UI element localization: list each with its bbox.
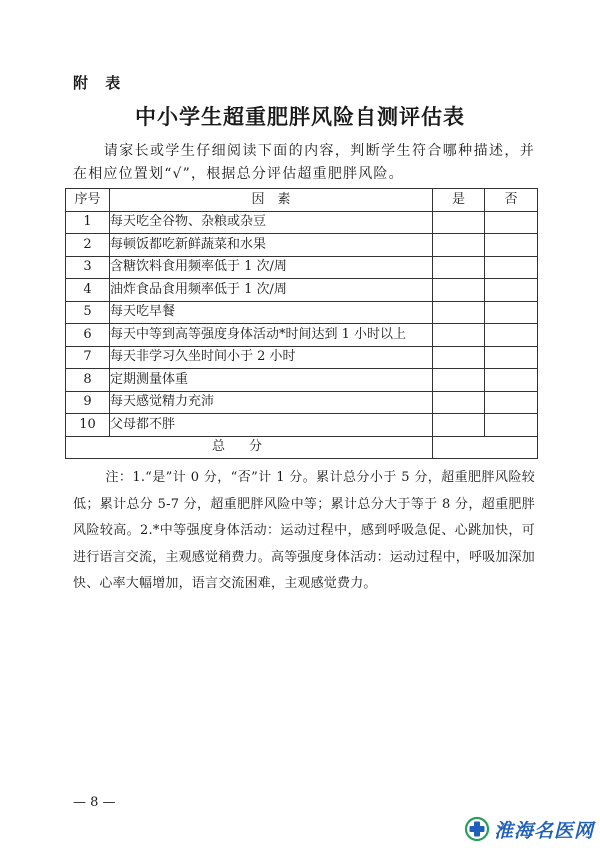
row-number: 6 xyxy=(66,324,110,347)
row-number: 2 xyxy=(66,234,110,257)
table-row xyxy=(66,301,538,324)
table-row xyxy=(66,324,538,347)
row-number: 5 xyxy=(66,301,110,324)
table-row xyxy=(66,256,538,279)
row-factor: 每天吃全谷物、杂粮或杂豆 xyxy=(110,211,433,234)
table-row xyxy=(66,234,538,257)
table-row xyxy=(66,279,538,302)
yes-cell[interactable] xyxy=(433,301,485,324)
table-row xyxy=(66,414,538,437)
yes-cell[interactable] xyxy=(433,256,485,279)
table-row xyxy=(66,211,538,234)
page-number: — 8 — xyxy=(73,795,116,810)
column-header-yes: 是 xyxy=(433,189,485,212)
no-cell[interactable] xyxy=(485,324,538,347)
row-number: 4 xyxy=(66,279,110,302)
yes-cell[interactable] xyxy=(433,234,485,257)
no-cell[interactable] xyxy=(485,346,538,369)
row-factor: 每天感觉精力充沛 xyxy=(110,391,433,414)
row-number: 1 xyxy=(66,211,110,234)
yes-cell[interactable] xyxy=(433,346,485,369)
assessment-table xyxy=(65,188,538,459)
column-header-number: 序号 xyxy=(66,189,110,212)
table-row xyxy=(66,369,538,392)
appendix-label: 附 表 xyxy=(73,74,127,92)
column-header-factor: 因 素 xyxy=(110,189,433,212)
no-cell[interactable] xyxy=(485,301,538,324)
yes-cell[interactable] xyxy=(433,391,485,414)
row-factor: 每天非学习久坐时间小于 2 小时 xyxy=(110,346,433,369)
intro-paragraph: 请家长或学生仔细阅读下面的内容，判断学生符合哪种描述，并在相应位置划“√”，根据总分评估超重肥胖风险。 xyxy=(73,143,535,182)
row-factor: 每天中等到高等强度身体活动*时间达到 1 小时以上 xyxy=(110,324,433,347)
column-header-no: 否 xyxy=(485,189,538,212)
row-number: 7 xyxy=(66,346,110,369)
yes-cell[interactable] xyxy=(433,211,485,234)
row-factor: 每天吃早餐 xyxy=(110,301,433,324)
no-cell[interactable] xyxy=(485,256,538,279)
yes-cell[interactable] xyxy=(433,369,485,392)
table-row xyxy=(66,391,538,414)
site-watermark xyxy=(464,815,594,843)
row-factor: 定期测量体重 xyxy=(110,369,433,392)
no-cell[interactable] xyxy=(485,414,538,437)
medical-cross-icon xyxy=(464,816,490,842)
row-number: 9 xyxy=(66,391,110,414)
table-row xyxy=(66,346,538,369)
table-header-row xyxy=(66,189,538,212)
row-number: 3 xyxy=(66,256,110,279)
row-number: 10 xyxy=(66,414,110,437)
yes-cell[interactable] xyxy=(433,324,485,347)
yes-cell[interactable] xyxy=(433,279,485,302)
total-row xyxy=(66,436,538,459)
document-title: 中小学生超重肥胖风险自测评估表 xyxy=(135,105,465,129)
row-factor: 含糖饮料食用频率低于 1 次/周 xyxy=(110,256,433,279)
total-label: 总分 xyxy=(66,436,433,459)
row-number: 8 xyxy=(66,369,110,392)
no-cell[interactable] xyxy=(485,211,538,234)
no-cell[interactable] xyxy=(485,369,538,392)
notes-paragraph: 注：1.“是”计 0 分，“否”计 1 分。累计总分小于 5 分，超重肥胖风险较低；累计总分 5-7 分，超重肥胖风险中等；累计总分大于等于 8 分，超重肥胖风险较高。2.*中等强度身体活动：运动过程中，感到呼吸急促、心跳加快，可进行语言交流，主观感觉稍费力。高等强度身体活动：运动过程中，呼吸加深加快、心率大幅增加，语言交流困难，主观感觉费力。 xyxy=(73,470,536,591)
no-cell[interactable] xyxy=(485,234,538,257)
row-factor: 油炸食品食用频率低于 1 次/周 xyxy=(110,279,433,302)
no-cell[interactable] xyxy=(485,279,538,302)
row-factor: 父母都不胖 xyxy=(110,414,433,437)
total-score-cell[interactable] xyxy=(433,436,538,459)
watermark-text: 淮海名医网 xyxy=(493,819,594,842)
no-cell[interactable] xyxy=(485,391,538,414)
row-factor: 每顿饭都吃新鲜蔬菜和水果 xyxy=(110,234,433,257)
yes-cell[interactable] xyxy=(433,414,485,437)
